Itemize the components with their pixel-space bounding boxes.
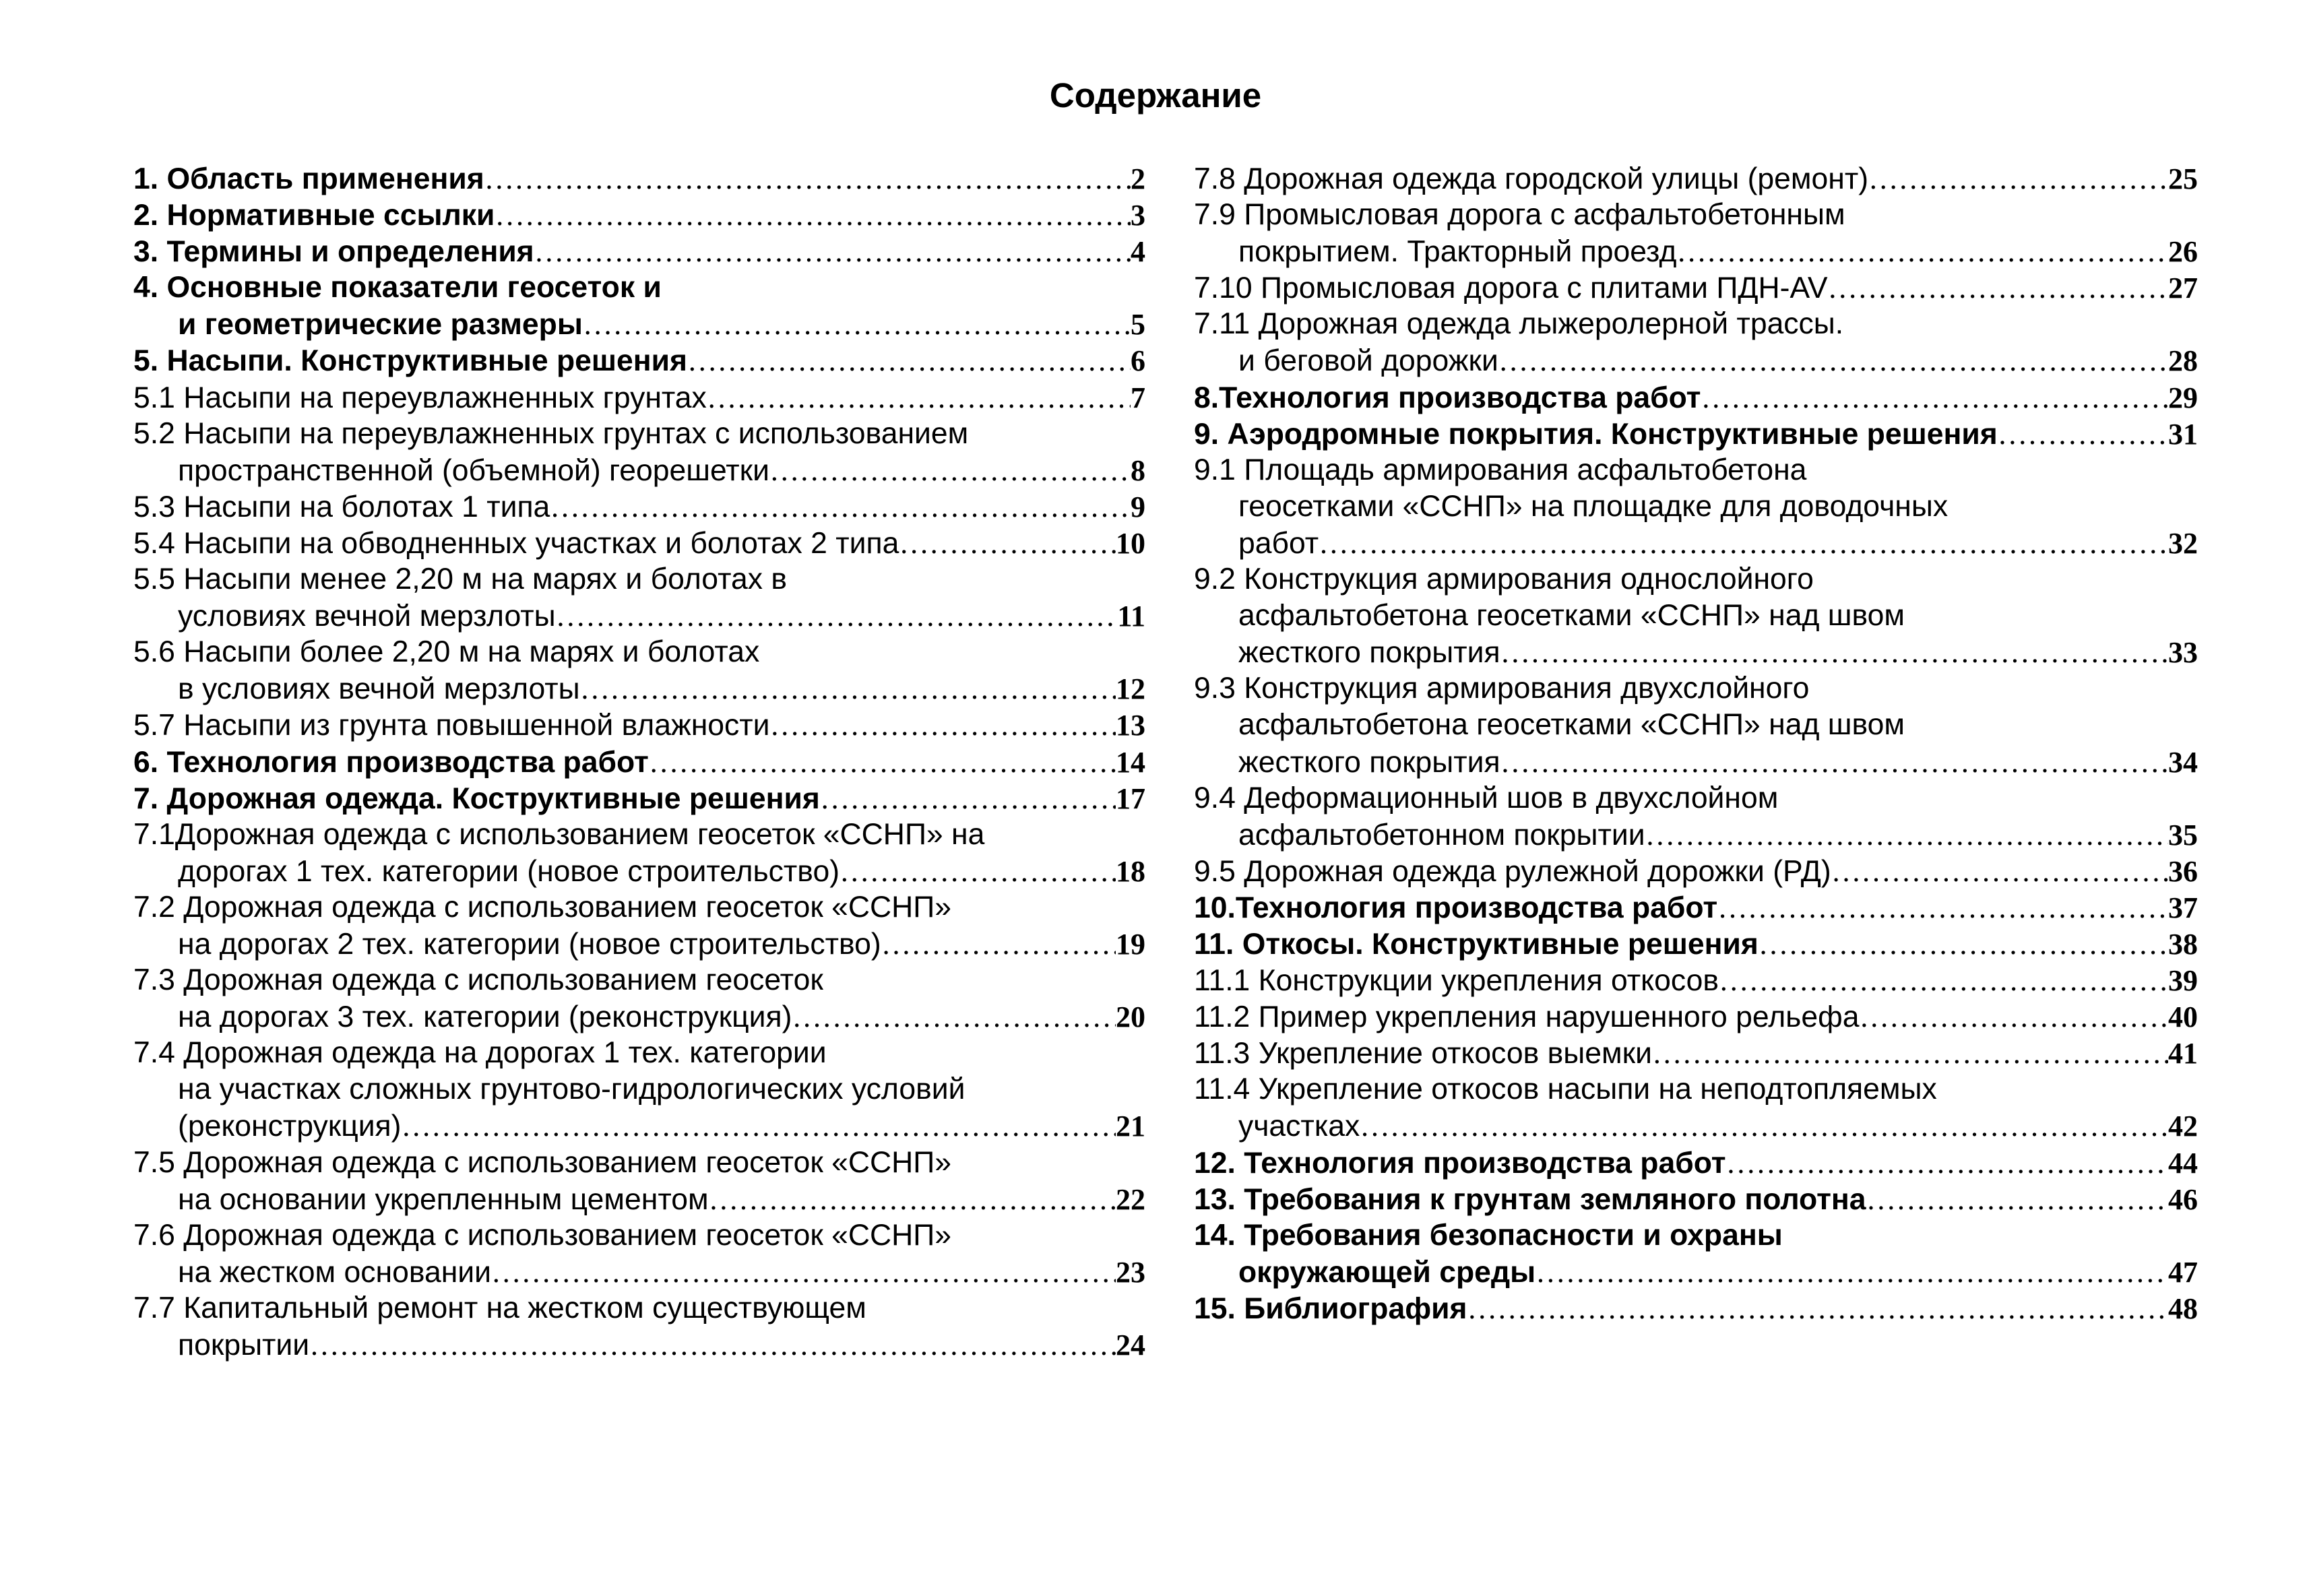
toc-page-number: 38	[2168, 927, 2198, 961]
toc-entry-title: окружающей среды	[1238, 1255, 1536, 1289]
toc-entry	[133, 1108, 1145, 1144]
toc-entry	[133, 670, 1145, 707]
toc-page-number: 36	[2168, 854, 2198, 888]
toc-entry	[133, 962, 1145, 998]
toc-dot-leader	[1645, 817, 2168, 853]
toc-entry	[1194, 525, 2198, 561]
toc-dot-leader	[649, 744, 1116, 780]
toc-entry	[1194, 744, 2198, 780]
toc-entry	[133, 488, 1145, 525]
toc-page-number: 7	[1131, 381, 1145, 414]
toc-entry-title: 7.7 Капитальный ремонт на жестком существующем	[133, 1291, 866, 1324]
toc-entry	[1194, 488, 2198, 525]
toc-dot-leader	[899, 525, 1116, 561]
toc-entry-title: 4. Основные показатели геосеток и	[133, 271, 662, 305]
toc-entry	[1194, 889, 2198, 926]
toc-entry-title: 7.10 Промысловая дорога с плитами ПДН-AV	[1194, 272, 1828, 305]
toc-page-number: 32	[2168, 526, 2198, 560]
toc-dot-leader	[820, 780, 1116, 817]
toc-dot-leader	[534, 233, 1131, 269]
toc-entry	[133, 452, 1145, 488]
toc-dot-leader	[495, 197, 1131, 233]
toc-entry	[1194, 962, 2198, 998]
toc-entry	[133, 1217, 1145, 1254]
toc-page-number: 8	[1131, 453, 1145, 487]
toc-entry-title: 7.3 Дорожная одежда с использованием геосеток	[133, 963, 823, 997]
toc-entry-title: пространственной (объемной) георешетки	[178, 453, 769, 487]
toc-entry	[1194, 780, 2198, 817]
toc-page-number: 25	[2168, 162, 2198, 195]
toc-page-number: 24	[1116, 1329, 1145, 1362]
toc-entry	[1194, 1254, 2198, 1290]
toc-dot-leader	[1726, 1145, 2168, 1181]
toc-entry	[1194, 853, 2198, 889]
toc-dot-leader	[707, 379, 1131, 416]
toc-page-number: 47	[2168, 1255, 2198, 1289]
toc-entry-title: 7.5 Дорожная одежда с использованием геосеток «ССНП»	[133, 1145, 952, 1179]
toc-page-number: 2	[1131, 162, 1145, 195]
toc-entry-title: 7.4 Дорожная одежда на дорогах 1 тех. категории	[133, 1036, 827, 1070]
toc-entry	[133, 817, 1145, 853]
toc-entry	[133, 634, 1145, 670]
toc-entry	[133, 197, 1145, 233]
toc-entry	[1194, 998, 2198, 1035]
toc-entry-title: 3. Термины и определения	[133, 235, 534, 269]
toc-entry-title: 11.4 Укрепление откосов насыпи на неподтопляемых	[1194, 1073, 1937, 1106]
toc-entry-title: работ	[1238, 526, 1319, 560]
toc-page-number: 13	[1116, 709, 1145, 742]
toc-dot-leader	[1467, 1290, 2168, 1327]
toc-dot-leader	[1319, 525, 2168, 561]
toc-dot-leader	[309, 1327, 1116, 1363]
toc-entry-title: на участках сложных грунтово-гидрологических условий	[178, 1073, 965, 1106]
toc-entry	[133, 889, 1145, 926]
toc-page-number: 29	[2168, 381, 2198, 414]
toc-dot-leader	[769, 452, 1131, 488]
toc-entry	[1194, 1108, 2198, 1144]
toc-entry	[1194, 1217, 2198, 1254]
toc-entry	[133, 853, 1145, 889]
toc-entry	[133, 998, 1145, 1035]
toc-left-column	[133, 160, 1145, 1363]
toc-entry	[133, 1181, 1145, 1217]
toc-page-number: 33	[2168, 636, 2198, 670]
toc-entry-title: 10.Технология производства работ	[1194, 891, 1718, 924]
toc-entry	[1194, 817, 2198, 853]
toc-dot-leader	[1498, 342, 2168, 379]
toc-right-column	[1194, 160, 2198, 1327]
toc-entry-title: 2. Нормативные ссылки	[133, 199, 495, 232]
toc-entry-title: на жестком основании	[178, 1255, 492, 1289]
toc-page-number: 28	[2168, 344, 2198, 378]
toc-dot-leader	[1719, 962, 2168, 998]
toc-page-number: 14	[1116, 745, 1145, 779]
toc-entry-title: асфальтобетонном покрытии	[1238, 818, 1645, 852]
toc-dot-leader	[1866, 1181, 2168, 1217]
toc-page-number: 40	[2168, 1000, 2198, 1034]
toc-entry-title: 5.3 Насыпи на болотах 1 типа	[133, 490, 550, 523]
toc-entry-title: 5.2 Насыпи на переувлажненных грунтах с использованием	[133, 416, 969, 450]
toc-entry	[1194, 379, 2198, 416]
toc-page-number: 23	[1116, 1255, 1145, 1289]
toc-dot-leader	[770, 707, 1116, 743]
toc-entry-title: 9.2 Конструкция армирования однослойного	[1194, 563, 1814, 596]
toc-entry-title: покрытии	[178, 1329, 310, 1362]
toc-entry-title: 7.1Дорожная одежда с использованием геосеток «ССНП» на	[133, 817, 985, 851]
toc-entry-title: 11.1 Конструкции укрепления откосов	[1194, 964, 1719, 998]
toc-entry	[1194, 707, 2198, 743]
toc-dot-leader	[1536, 1254, 2168, 1290]
toc-entry	[1194, 1035, 2198, 1071]
toc-entry-title: условиях вечной мерзлоты	[178, 600, 556, 633]
toc-entry-title: на основании укрепленным цементом	[178, 1182, 709, 1216]
toc-entry-title: асфальтобетона геосетками «ССНП» над швом	[1238, 708, 1905, 742]
toc-dot-leader	[1759, 926, 2168, 962]
toc-page-number: 18	[1116, 854, 1145, 888]
toc-entry	[1194, 561, 2198, 598]
toc-entry	[133, 306, 1145, 342]
toc-page-number: 10	[1116, 526, 1145, 560]
toc-dot-leader	[491, 1254, 1116, 1290]
toc-entry	[1194, 342, 2198, 379]
toc-entry-title: жесткого покрытия	[1238, 636, 1500, 670]
toc-dot-leader	[792, 998, 1116, 1035]
toc-dot-leader	[1828, 269, 2168, 306]
toc-page-number: 20	[1116, 1000, 1145, 1034]
toc-entry	[133, 780, 1145, 817]
toc-entry	[1194, 233, 2198, 269]
toc-entry-title: 9. Аэродромные покрытия. Конструктивные решения	[1194, 417, 1998, 451]
toc-entry	[1194, 197, 2198, 233]
toc-dot-leader	[1676, 233, 2168, 269]
toc-entry-title: 6. Технология производства работ	[133, 745, 649, 779]
toc-dot-leader	[687, 342, 1131, 379]
toc-entry	[1194, 670, 2198, 707]
toc-entry-title: на дорогах 3 тех. категории (реконструкция)	[178, 1000, 792, 1034]
toc-entry-title: 11.2 Пример укрепления нарушенного рельефа	[1194, 1000, 1860, 1034]
toc-entry-title: и геометрические размеры	[178, 308, 583, 342]
toc-dot-leader	[1500, 634, 2168, 670]
toc-entry	[133, 342, 1145, 379]
toc-dot-leader	[1868, 160, 2168, 197]
toc-entry-title: 9.5 Дорожная одежда рулежной дорожки (РД)	[1194, 854, 1831, 888]
toc-entry-title: 15. Библиография	[1194, 1291, 1467, 1325]
toc-page-number: 41	[2168, 1037, 2198, 1071]
toc-entry	[133, 416, 1145, 452]
toc-dot-leader	[881, 926, 1116, 962]
toc-entry-title: 7.11 Дорожная одежда лыжеролерной трассы.	[1194, 307, 1844, 341]
toc-page-number: 6	[1131, 344, 1145, 378]
toc-page-number: 27	[2168, 272, 2198, 305]
toc-entry	[133, 561, 1145, 598]
toc-entry	[133, 1071, 1145, 1108]
toc-entry-title: участках	[1238, 1110, 1360, 1143]
toc-dot-leader	[1652, 1035, 2168, 1071]
toc-entry	[133, 233, 1145, 269]
toc-entry-title: на дорогах 2 тех. категории (новое строительство)	[178, 927, 881, 961]
toc-entry	[133, 1327, 1145, 1363]
toc-page-number: 4	[1131, 235, 1145, 269]
toc-dot-leader	[484, 160, 1131, 197]
toc-entry	[133, 707, 1145, 743]
toc-entry	[1194, 416, 2198, 452]
toc-entry	[133, 926, 1145, 962]
toc-page-number: 34	[2168, 745, 2198, 779]
toc-dot-leader	[1717, 889, 2168, 926]
toc-dot-leader	[556, 598, 1118, 634]
toc-page-number: 42	[2168, 1110, 2198, 1143]
toc-entry-title: в условиях вечной мерзлоты	[178, 672, 580, 706]
toc-dot-leader	[1701, 379, 2168, 416]
toc-entry-title: 11.3 Укрепление откосов выемки	[1194, 1037, 1652, 1071]
toc-entry	[1194, 160, 2198, 197]
toc-entry	[133, 160, 1145, 197]
toc-entry-title: (реконструкция)	[178, 1110, 402, 1143]
toc-entry-title: 12. Технология производства работ	[1194, 1146, 1726, 1180]
toc-page-number: 31	[2168, 417, 2198, 451]
toc-entry-title: 13. Требования к грунтам земляного полотна	[1194, 1182, 1866, 1216]
toc-entry-title: 5.4 Насыпи на обводненных участках и болотах 2 типа	[133, 526, 899, 560]
toc-page-number: 12	[1116, 672, 1145, 706]
toc-entry-title: 7.6 Дорожная одежда с использованием геосеток «ССНП»	[133, 1218, 952, 1252]
toc-entry	[133, 1035, 1145, 1071]
toc-entry-title: и беговой дорожки	[1238, 344, 1498, 378]
toc-dot-leader	[583, 306, 1131, 342]
page-title: Содержание	[1049, 76, 1262, 115]
toc-entry	[1194, 634, 2198, 670]
toc-entry	[1194, 1145, 2198, 1181]
toc-entry	[1194, 306, 2198, 342]
toc-page-number: 39	[2168, 964, 2198, 998]
toc-entry-title: 7.2 Дорожная одежда с использованием геосеток «ССНП»	[133, 890, 952, 924]
toc-page-number: 48	[2168, 1291, 2198, 1325]
toc-entry-title: 7.9 Промысловая дорога с асфальтобетонным	[1194, 198, 1845, 232]
toc-page-number: 9	[1131, 490, 1145, 523]
toc-entry	[133, 1254, 1145, 1290]
toc-entry-title: 5.7 Насыпи из грунта повышенной влажности	[133, 709, 770, 742]
toc-entry	[1194, 1290, 2198, 1327]
toc-page-number: 44	[2168, 1146, 2198, 1180]
toc-entry	[133, 1290, 1145, 1327]
toc-dot-leader	[1831, 853, 2168, 889]
toc-dot-leader	[550, 488, 1131, 525]
toc-entry-title: 7. Дорожная одежда. Коструктивные решения	[133, 781, 820, 815]
toc-page-number: 26	[2168, 235, 2198, 269]
toc-entry-title: геосетками «ССНП» на площадке для доводочных	[1238, 489, 1949, 523]
toc-page-number: 11	[1117, 600, 1145, 633]
toc-entry-title: асфальтобетона геосетками «ССНП» над швом	[1238, 599, 1905, 633]
toc-page-number: 22	[1116, 1182, 1145, 1216]
toc-entry-title: 8.Технология производства работ	[1194, 381, 1701, 414]
toc-entry	[133, 1145, 1145, 1181]
toc-entry	[1194, 452, 2198, 488]
toc-dot-leader	[580, 670, 1116, 707]
toc-entry-title: покрытием. Тракторный проезд	[1238, 235, 1677, 269]
toc-entry-title: 7.8 Дорожная одежда городской улицы (ремонт)	[1194, 162, 1869, 195]
toc-entry	[133, 269, 1145, 306]
toc-page-number: 17	[1116, 781, 1145, 815]
toc-entry-title: 5.5 Насыпи менее 2,20 м на марях и болотах в	[133, 563, 787, 596]
toc-page-number: 19	[1116, 927, 1145, 961]
toc-entry-title: 5. Насыпи. Конструктивные решения	[133, 344, 687, 378]
toc-entry	[1194, 598, 2198, 634]
toc-entry-title: 5.6 Насыпи более 2,20 м на марях и болотах	[133, 635, 760, 669]
toc-entry-title: 14. Требования безопасности и охраны	[1194, 1218, 1783, 1252]
toc-entry	[133, 379, 1145, 416]
toc-entry-title: жесткого покрытия	[1238, 745, 1500, 779]
toc-dot-leader	[709, 1181, 1116, 1217]
toc-entry	[133, 598, 1145, 634]
toc-page-number: 37	[2168, 891, 2198, 924]
toc-entry	[1194, 1181, 2198, 1217]
toc-entry	[1194, 926, 2198, 962]
toc-dot-leader	[401, 1108, 1116, 1144]
toc-entry-title: 9.3 Конструкция армирования двухслойного	[1194, 672, 1810, 705]
toc-entry-title: 1. Область применения	[133, 162, 484, 195]
toc-dot-leader	[1859, 998, 2168, 1035]
toc-page-number: 46	[2168, 1182, 2198, 1216]
toc-entry	[1194, 1071, 2198, 1108]
toc-entry-title: 5.1 Насыпи на переувлажненных грунтах	[133, 381, 707, 414]
toc-entry-title: 9.4 Деформационный шов в двухслойном	[1194, 781, 1779, 815]
toc-entry	[133, 744, 1145, 780]
toc-entry-title: дорогах 1 тех. категории (новое строительство)	[178, 854, 840, 888]
toc-page-number: 35	[2168, 818, 2198, 852]
toc-dot-leader	[1360, 1108, 2168, 1144]
toc-entry-title: 11. Откосы. Конструктивные решения	[1194, 927, 1759, 961]
toc-entry	[133, 525, 1145, 561]
toc-page-number: 3	[1131, 199, 1145, 232]
toc-page-number: 5	[1131, 308, 1145, 342]
toc-dot-leader	[1998, 416, 2168, 452]
toc-dot-leader	[840, 853, 1116, 889]
toc-dot-leader	[1500, 744, 2168, 780]
toc-entry	[1194, 269, 2198, 306]
toc-entry-title: 9.1 Площадь армирования асфальтобетона	[1194, 453, 1807, 486]
toc-page-number: 21	[1116, 1110, 1145, 1143]
